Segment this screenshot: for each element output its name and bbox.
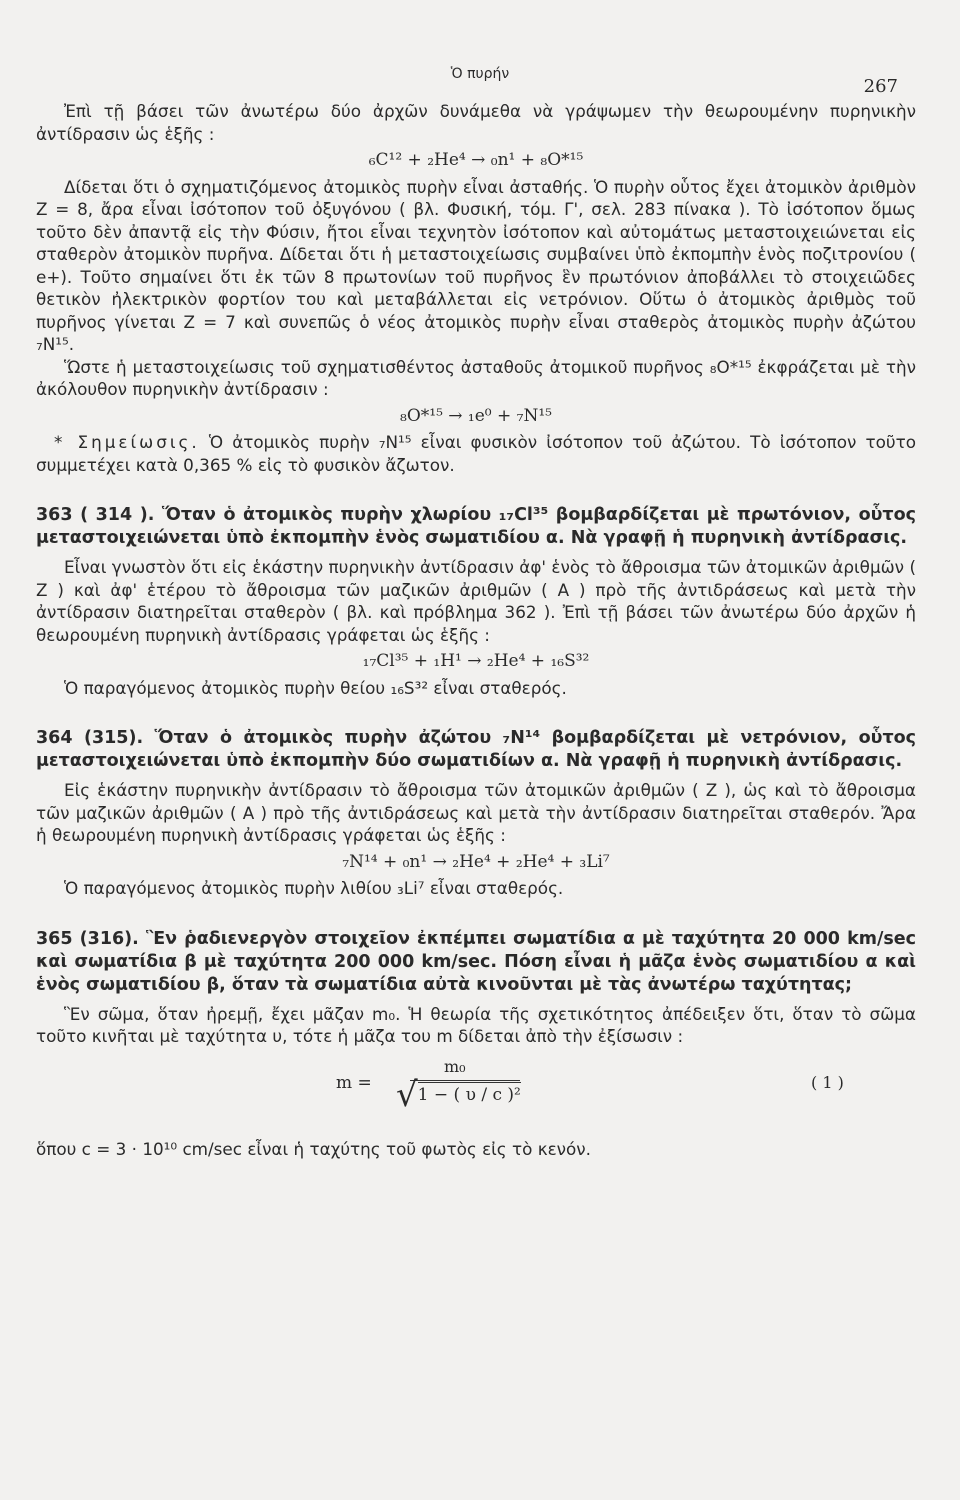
- footnote: [36, 431, 916, 476]
- problem-text: Ἓν ῥαδιενεργὸν στοιχεῖον ἐκπέμπει σωματίδια α μὲ ταχύτητα 20 000 km/sec καὶ σωματίδια β μὲ ταχύτητα 200 000 km/sec. Πόση εἶναι ἡ μᾶζα ἑνὸς σωματιδίου α καὶ ἑνὸς σωματιδίου β, ὅταν τὰ σωματίδια αὐτὰ κινοῦνται μὲ τὰς ἀνωτέρω ταχύτητας;: [36, 928, 917, 995]
- equation: ₈O*¹⁵ → ₁e⁰ + ₇N¹⁵: [400, 405, 552, 426]
- paragraph: Ὥστε ἡ μεταστοιχείωσις τοῦ σχηματισθέντος ἀσταθοῦς ἀτομικοῦ πυρῆνος ₈O*¹⁵ ἐκφράζεται μὲ τὴν ἀκόλουθον πυρηνικὴν ἀντίδρασιν :: [36, 356, 916, 399]
- equation: ₇N¹⁴ + ₀n¹ → ₂He⁴ + ₂He⁴ + ₃Li⁷: [342, 851, 610, 872]
- problem-text: Ὅταν ὁ ἀτομικὸς πυρὴν ἀζώτου ₇N¹⁴ βομβαρδίζεται μὲ νετρόνιον, οὗτος μεταστοιχειώνεται ὑπὸ ἐκπομπὴν δύο σωματιδίων α. Νὰ γραφῇ ἡ πυρηνικὴ ἀντίδρασις.: [36, 728, 917, 771]
- problem-number: 363 ( 314 ).: [36, 505, 155, 525]
- page-body: [36, 100, 916, 1160]
- solution-text: Ἓν σῶμα, ὅταν ἠρεμῇ, ἔχει μᾶζαν m₀. Ἡ θεωρία τῆς σχετικότητος ἀπέδειξεν ὅτι, ὅταν τὸ σῶμα τοῦτο κινῆται μὲ ταχύτητα υ, τότε ἡ μᾶζα του m δίδεται ἀπὸ τὴν ἐξίσωσιν :: [36, 1003, 916, 1046]
- running-header: Ὁ πυρήν: [450, 66, 510, 82]
- equation: ₁₇Cl³⁵ + ₁H¹ → ₂He⁴ + ₁₆S³²: [362, 651, 590, 671]
- relativistic-mass-formula: [36, 1056, 916, 1130]
- problem-number: 365 (316).: [36, 928, 139, 949]
- conclusion-text: Ὁ παραγόμενος ἀτομικὸς πυρὴν λιθίου ₃Li⁷ εἶναι σταθερός.: [64, 878, 564, 898]
- solution-text: Εἶναι γνωστὸν ὅτι εἰς ἑκάστην πυρηνικὴν ἀντίδρασιν ἀφ' ἑνὸς τὸ ἄθροισμα τῶν ἀτομικῶν ἀριθμῶν ( Z ) καὶ ἀφ' ἑτέρου τὸ ἄθροισμα τῶν μαζικῶν ἀριθμῶν ( A ) πρὸ τῆς ἀντιδράσεως καὶ μετὰ τὴν ἀντίδρασιν διατηρεῖται σταθερὸν ( βλ. καὶ πρόβλημα 362 ). Ἐπὶ τῇ βάσει τῶν ἀνωτέρω δύο ἀρχῶν ἡ θεωρουμένη πυρηνικὴ ἀντίδρασις γράφεται ὡς ἑξῆς :: [36, 557, 917, 645]
- formula-numerator: m₀: [444, 1056, 466, 1076]
- problem-statement: [36, 504, 916, 550]
- fraction-bar: [410, 1080, 520, 1081]
- page-number: 267: [863, 76, 898, 97]
- solution-text: Εἰς ἑκάστην πυρηνικὴν ἀντίδρασιν τὸ ἄθροισμα τῶν ἀτομικῶν ἀριθμῶν ( Z ), ὡς καὶ τὸ ἄθροισμα τῶν μαζικῶν ἀριθμῶν ( A ) πρὸ τῆς ἀντιδράσεως καὶ μετὰ τὴν ἀντίδρασιν διατηρεῖται σταθερόν. Ἄρα ἡ θεωρουμένη πυρηνικὴ ἀντίδρασις γράφεται ὡς ἑξῆς :: [36, 780, 916, 845]
- footnote-text: Ὁ ἀτομικὸς πυρὴν ₇N¹⁵ εἶναι φυσικὸν ἰσότοπον τοῦ ἀζώτου. Τὸ ἰσότοπον τοῦτο συμμετέχει κατὰ 0,365 % εἰς τὸ φυσικὸν ἄζωτον.: [36, 432, 916, 475]
- paragraph: Δίδεται ὅτι ὁ σχηματιζόμενος ἀτομικὸς πυρὴν εἶναι ἀσταθής. Ὁ πυρὴν οὗτος ἔχει ἀτομικὸν ἀριθμὸν Z = 8, ἄρα εἶναι ἰσότοπον τοῦ ὀξυγόνου ( βλ. Φυσική, τόμ. Γ', σελ. 283 πίνακα ). Τὸ ἰσότοπον ὅμως τοῦτο δὲν ἀπαντᾷ εἰς τὴν Φύσιν, ἤτοι εἶναι τεχνητὸν ἰσότοπον καὶ αὐτομάτως μεταστοιχειώνεται εἰς σταθερὸν ἀτομικὸν πυρῆνα. Δίδεται ὅτι ἡ μεταστοιχείωσις συμβαίνει ὑπὸ ἐκπομπὴν ἑνὸς ποζιτρονίου ( e+). Τοῦτο σημαίνει ὅτι ἐκ τῶν 8 πρωτονίων τοῦ πυρῆνος ἓν πρωτόνιον ἀποβάλλει τὸ στοιχειῶδες θετικὸν ἠλεκτρικὸν φορτίον του καὶ μεταβάλλεται εἰς νετρόνιον. Οὕτω ὁ ἀτομικὸς ἀριθμὸς τοῦ πυρῆνος γίνεται Z = 7 καὶ συνεπῶς ὁ νέος ἀτομικὸς πυρὴν εἶναι σταθερὸς ἀτομικὸς πυρὴν ἀζώτου ₇N¹⁵.: [36, 176, 916, 354]
- formula-denominator-text: 1 − ( υ / c )²: [418, 1082, 521, 1105]
- conclusion-text: Ὁ παραγόμενος ἀτομικὸς πυρὴν θείου ₁₆S³² εἶναι σταθερός.: [64, 677, 567, 698]
- problem-statement: [36, 727, 916, 773]
- problem-statement: [36, 928, 916, 997]
- problem-text: Ὅταν ὁ ἀτομικὸς πυρὴν χλωρίου ₁₇Cl³⁵ βομβαρδίζεται μὲ πρωτόνιον, οὗτος μεταστοιχειώνεται ὑπὸ ἐκπομπὴν ἑνὸς σωματιδίου α. Νὰ γραφῇ ἡ πυρηνικὴ ἀντίδρασις.: [36, 505, 916, 548]
- equation-number: ( 1 ): [811, 1072, 844, 1092]
- footnote-label: * Σημείωσις.: [54, 432, 200, 452]
- equation: ₆C¹² + ₂He⁴ → ₀n¹ + ₈O*¹⁵: [368, 150, 584, 170]
- paragraph: Ἐπὶ τῇ βάσει τῶν ἀνωτέρω δύο ἀρχῶν δυνάμεθα νὰ γράψωμεν τὴν θεωρουμένην πυρηνικὴν ἀντίδρασιν ὡς ἑξῆς :: [36, 101, 916, 144]
- problem-number: 364 (315).: [36, 728, 144, 748]
- formula-lhs: m =: [336, 1072, 372, 1093]
- formula-denominator: [396, 1074, 521, 1115]
- sqrt-icon: √: [396, 1074, 418, 1115]
- conclusion-text: ὅπου c = 3 · 10¹⁰ cm/sec εἶναι ἡ ταχύτης τοῦ φωτὸς εἰς τὸ κενόν.: [36, 1138, 592, 1159]
